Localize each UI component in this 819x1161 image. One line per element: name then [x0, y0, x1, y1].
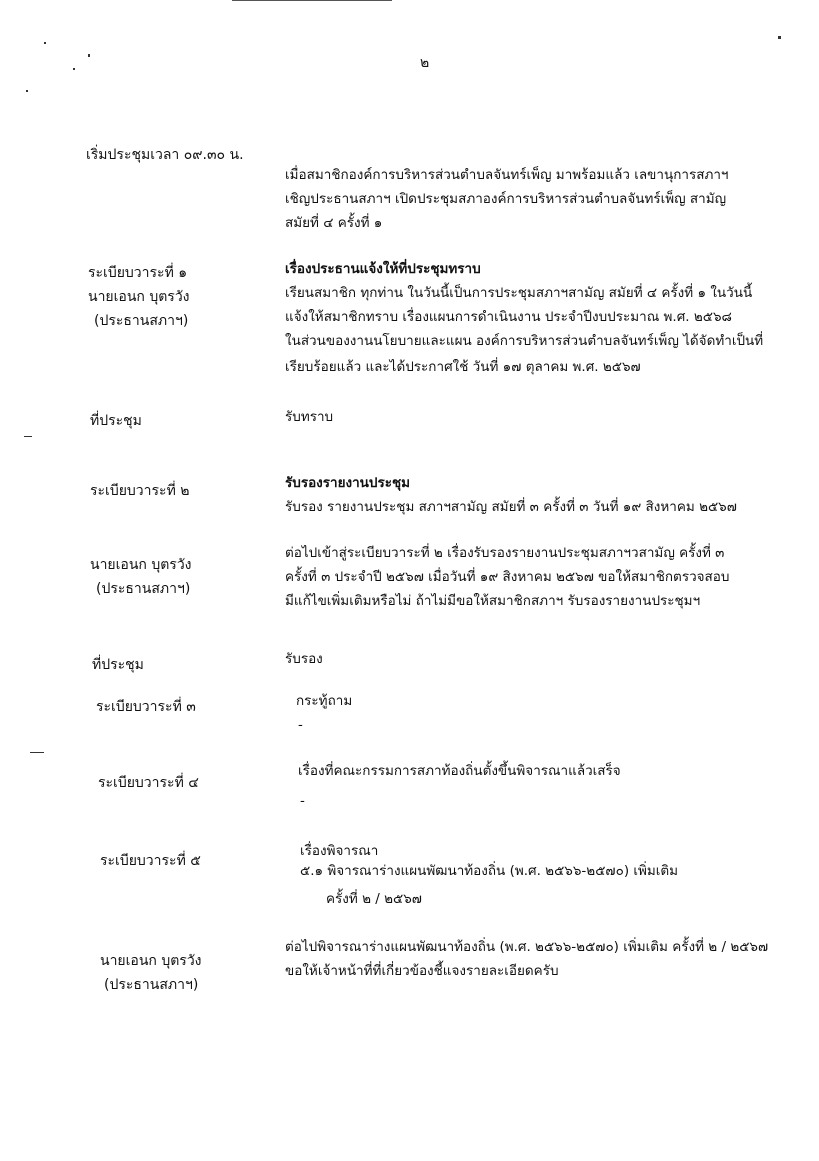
- agenda-2-label: ระเบียบวาระที่ ๒: [90, 483, 190, 499]
- agenda-5-item-line-1: ๕.๑ พิจารณาร่างแผนพัฒนาท้องถิ่น (พ.ศ. ๒๕๖๖-๒๕๗๐) เพิ่มเติม: [300, 863, 679, 879]
- agenda-5-role: (ประธานสภาฯ): [104, 977, 199, 993]
- agenda-1-label: ระเบียบวาระที่ ๑: [88, 265, 188, 281]
- agenda-2-speech-2: ครั้งที่ ๓ ประจำปี ๒๕๖๗ เมื่อวันที่ ๑๙ สิงหาคม ๒๕๖๗ ขอให้สมาชิกตรวจสอบ: [285, 569, 730, 585]
- agenda-1-role: (ประธานสภาฯ): [94, 313, 189, 329]
- agenda-2-speech-3: มีแก้ไขเพิ่มเติมหรือไม่ ถ้าไม่มีขอให้สมาชิกสภาฯ รับรองรายงานประชุมฯ: [285, 593, 701, 609]
- agenda-1-speaker: นายเอนก บุตรวัง: [88, 289, 190, 305]
- agenda-5-label: ระเบียบวาระที่ ๕: [100, 853, 201, 869]
- agenda-1-line-1: เรียนสมาชิก ทุกท่าน ในวันนี้เป็นการประชุมสภาฯสามัญ สมัยที่ ๔ ครั้งที่ ๑ ในวันนี้: [285, 285, 753, 301]
- agenda-3-label: ระเบียบวาระที่ ๓: [96, 699, 196, 715]
- agenda-5-speech-1: ต่อไปพิจารณาร่างแผนพัฒนาท้องถิ่น (พ.ศ. ๒๕๖๖-๒๕๗๐) เพิ่มเติม ครั้งที่ ๒ / ๒๕๖๗: [285, 939, 769, 955]
- agenda-2-speech-1: ต่อไปเข้าสู่ระเบียบวาระที่ ๒ เรื่องรับรองรายงานประชุมสภาฯวสามัญ ครั้งที่ ๓: [285, 545, 725, 561]
- agenda-1-line-3: ในส่วนของงานนโยบายและแผน องค์การบริหารส่วนตำบลจันทร์เพ็ญ ได้จัดทำเป็นที่: [285, 333, 764, 349]
- agenda-2-speaker: นายเอนก บุตรวัง: [90, 557, 192, 573]
- opening-line-1: เมื่อสมาชิกองค์การบริหารส่วนตำบลจันทร์เพ็ญ มาพร้อมแล้ว เลขานุการสภาฯ: [285, 167, 729, 183]
- agenda-4-title: เรื่องที่คณะกรรมการสภาท้องถิ่นตั้งขึ้นพิจารณาแล้วเสร็จ: [298, 763, 621, 779]
- agenda-2-role: (ประธานสภาฯ): [96, 581, 191, 597]
- agenda-3-dash: -: [298, 717, 303, 733]
- agenda-5-speech-2: ขอให้เจ้าหน้าที่ที่เกี่ยวข้องชี้แจงรายละเอียดครับ: [285, 963, 559, 979]
- agenda-2-title: รับรองรายงานประชุม: [285, 475, 411, 491]
- meeting-label-2: ที่ประชุม: [92, 657, 144, 673]
- agenda-4-label: ระเบียบวาระที่ ๔: [98, 775, 199, 791]
- opening-line-2: เชิญประธานสภาฯ เปิดประชุมสภาองค์การบริหารส่วนตำบลจันทร์เพ็ญ สามัญ: [285, 191, 727, 207]
- meeting-1-result: รับทราบ: [285, 409, 334, 425]
- scan-speck: [73, 68, 75, 70]
- agenda-3-title: กระทู้ถาม: [296, 693, 353, 709]
- scan-speck: [30, 752, 44, 753]
- scan-speck: [26, 90, 28, 92]
- agenda-5-speaker: นายเอนก บุตรวัง: [100, 953, 202, 969]
- scan-speck: [778, 36, 781, 39]
- scan-speck: [88, 54, 90, 57]
- agenda-1-line-4: เรียบร้อยแล้ว และได้ประกาศใช้ วันที่ ๑๗ ตุลาคม พ.ศ. ๒๕๖๗: [285, 359, 641, 375]
- agenda-2-line-1: รับรอง รายงานประชุม สภาฯสามัญ สมัยที่ ๓ ครั้งที่ ๓ วันที่ ๑๙ สิงหาคม ๒๕๖๗: [285, 499, 737, 515]
- page-number: ๒: [420, 55, 430, 71]
- agenda-4-dash: -: [300, 793, 305, 809]
- agenda-1-line-2: แจ้งให้สมาชิกทราบ เรื่องแผนการดำเนินงาน ประจำปีงบประมาณ พ.ศ. ๒๕๖๘: [285, 309, 732, 325]
- agenda-5-item-line-2: ครั้งที่ ๒ / ๒๕๖๗: [326, 891, 422, 907]
- opening-line-3: สมัยที่ ๔ ครั้งที่ ๑: [285, 215, 383, 231]
- agenda-1-title: เรื่องประธานแจ้งให้ที่ประชุมทราบ: [285, 261, 481, 277]
- scan-speck: [24, 436, 32, 437]
- meeting-label-1: ที่ประชุม: [90, 413, 142, 429]
- agenda-5-title: เรื่องพิจารณา: [300, 843, 379, 859]
- scan-edge-line: [232, 0, 392, 1]
- meeting-start-label: เริ่มประชุมเวลา ๐๙.๓๐ น.: [86, 147, 244, 163]
- scan-speck: [44, 42, 46, 44]
- meeting-2-result: รับรอง: [285, 651, 323, 667]
